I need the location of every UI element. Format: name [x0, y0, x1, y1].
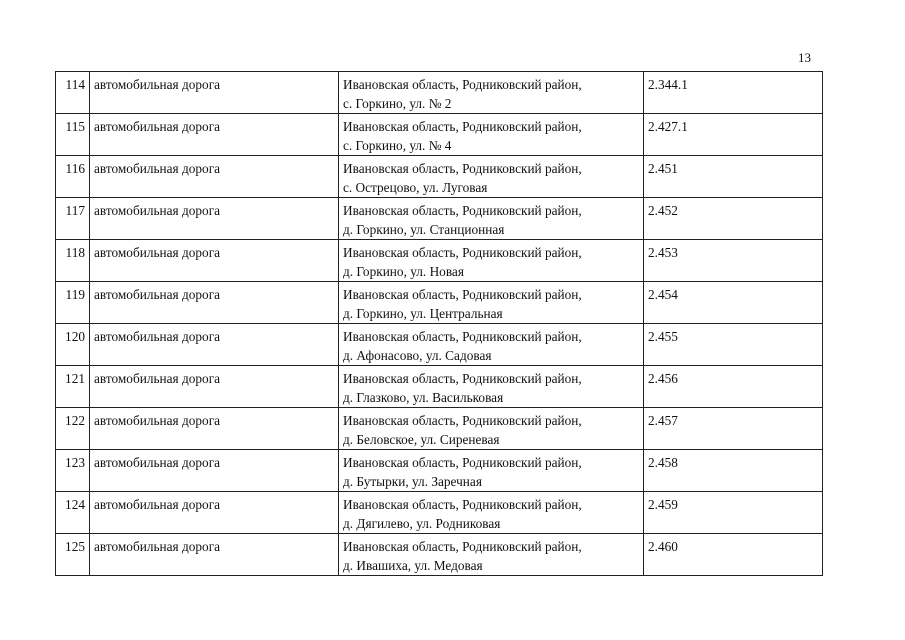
row-number: 125 [56, 534, 90, 576]
address-line: с. Горкино, ул. № 2 [343, 96, 452, 111]
object-code: 2.460 [644, 534, 823, 576]
row-number: 122 [56, 408, 90, 450]
object-address [339, 492, 644, 534]
table-row [56, 240, 823, 282]
table-row [56, 198, 823, 240]
road-registry-table [55, 71, 823, 576]
table-row [56, 324, 823, 366]
address-line: с. Острецово, ул. Луговая [343, 180, 488, 195]
address-line: Ивановская область, Родниковский район, [343, 119, 582, 134]
object-address [339, 324, 644, 366]
object-address [339, 534, 644, 576]
page-number: 13 [798, 50, 811, 65]
address-line: д. Горкино, ул. Новая [343, 264, 464, 279]
row-number: 114 [56, 72, 90, 114]
row-number: 115 [56, 114, 90, 156]
table-row [56, 282, 823, 324]
row-number: 120 [56, 324, 90, 366]
object-address [339, 72, 644, 114]
object-code: 2.456 [644, 366, 823, 408]
table-row [56, 450, 823, 492]
row-number: 119 [56, 282, 90, 324]
object-code: 2.427.1 [644, 114, 823, 156]
row-number: 118 [56, 240, 90, 282]
object-address [339, 408, 644, 450]
object-code: 2.344.1 [644, 72, 823, 114]
row-number: 124 [56, 492, 90, 534]
address-line: Ивановская область, Родниковский район, [343, 329, 582, 344]
object-address [339, 198, 644, 240]
object-address [339, 282, 644, 324]
object-type: автомобильная дорога [90, 534, 339, 576]
object-address [339, 450, 644, 492]
object-type: автомобильная дорога [90, 114, 339, 156]
object-code: 2.458 [644, 450, 823, 492]
object-type: автомобильная дорога [90, 198, 339, 240]
row-number: 117 [56, 198, 90, 240]
address-line: Ивановская область, Родниковский район, [343, 245, 582, 260]
address-line: д. Горкино, ул. Станционная [343, 222, 505, 237]
row-number: 116 [56, 156, 90, 198]
address-line: Ивановская область, Родниковский район, [343, 413, 582, 428]
object-code: 2.451 [644, 156, 823, 198]
object-type: автомобильная дорога [90, 366, 339, 408]
address-line: д. Дягилево, ул. Родниковая [343, 516, 501, 531]
address-line: Ивановская область, Родниковский район, [343, 161, 582, 176]
table-row [56, 366, 823, 408]
row-number: 123 [56, 450, 90, 492]
address-line: Ивановская область, Родниковский район, [343, 287, 582, 302]
address-line: д. Ивашиха, ул. Медовая [343, 558, 483, 573]
table-row [56, 408, 823, 450]
address-line: Ивановская область, Родниковский район, [343, 539, 582, 554]
address-line: Ивановская область, Родниковский район, [343, 203, 582, 218]
object-type: автомобильная дорога [90, 408, 339, 450]
object-type: автомобильная дорога [90, 450, 339, 492]
object-address [339, 240, 644, 282]
object-address [339, 366, 644, 408]
table-row [56, 114, 823, 156]
address-line: д. Горкино, ул. Центральная [343, 306, 503, 321]
object-code: 2.453 [644, 240, 823, 282]
object-type: автомобильная дорога [90, 72, 339, 114]
object-code: 2.459 [644, 492, 823, 534]
table-row [56, 534, 823, 576]
object-type: автомобильная дорога [90, 282, 339, 324]
object-code: 2.454 [644, 282, 823, 324]
object-type: автомобильная дорога [90, 324, 339, 366]
registry-body [56, 72, 823, 576]
address-line: Ивановская область, Родниковский район, [343, 77, 582, 92]
object-type: автомобильная дорога [90, 492, 339, 534]
object-code: 2.452 [644, 198, 823, 240]
address-line: д. Афонасово, ул. Садовая [343, 348, 492, 363]
address-line: Ивановская область, Родниковский район, [343, 371, 582, 386]
object-code: 2.455 [644, 324, 823, 366]
object-code: 2.457 [644, 408, 823, 450]
object-type: автомобильная дорога [90, 156, 339, 198]
table-row [56, 156, 823, 198]
address-line: д. Бутырки, ул. Заречная [343, 474, 482, 489]
object-address [339, 156, 644, 198]
table-row [56, 72, 823, 114]
address-line: Ивановская область, Родниковский район, [343, 455, 582, 470]
address-line: с. Горкино, ул. № 4 [343, 138, 452, 153]
object-address [339, 114, 644, 156]
address-line: Ивановская область, Родниковский район, [343, 497, 582, 512]
object-type: автомобильная дорога [90, 240, 339, 282]
row-number: 121 [56, 366, 90, 408]
address-line: д. Глазково, ул. Васильковая [343, 390, 504, 405]
address-line: д. Беловское, ул. Сиреневая [343, 432, 500, 447]
table-row [56, 492, 823, 534]
